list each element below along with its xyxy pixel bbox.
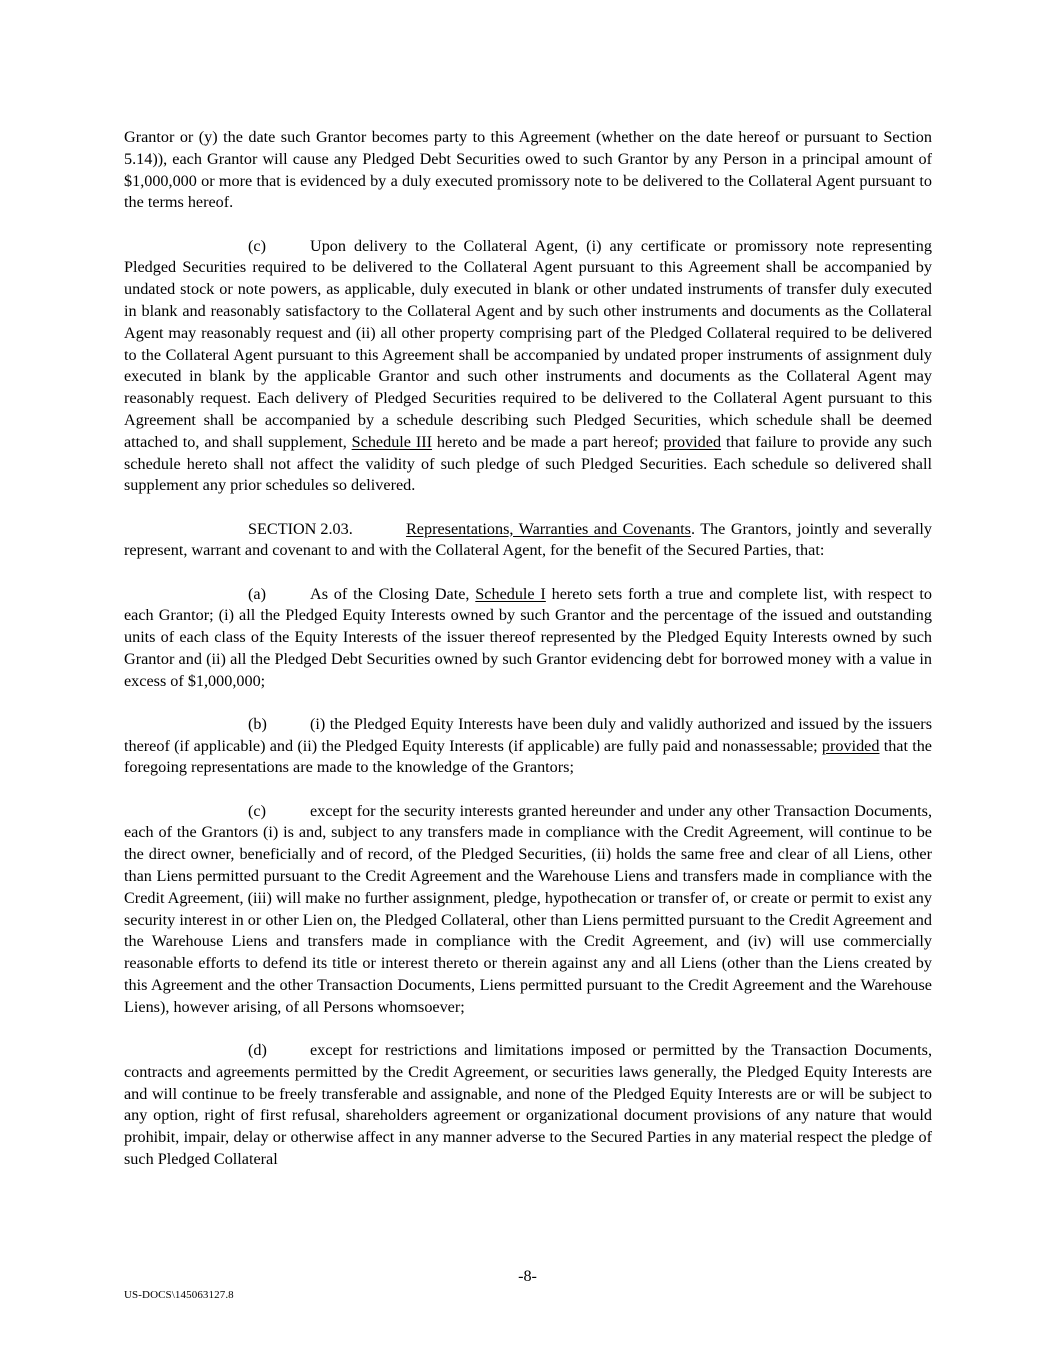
clause-label: (c) <box>248 801 266 820</box>
paragraph-text: . The Grantors, jointly and severally represent, warrant and covenant to and with the Collateral Agent, for the benefit of the Secured Parties, that: <box>124 519 932 560</box>
section-number: SECTION 2.03. <box>248 519 353 538</box>
paragraph-2-03-a <box>124 584 932 693</box>
paragraph-2-03-b <box>124 714 932 779</box>
page-number: -8- <box>518 1267 537 1285</box>
clause-label: (b) <box>248 714 267 733</box>
paragraph-2-03-c <box>124 801 932 1019</box>
paragraph-text: that the foregoing representations are made to the knowledge of the Grantors; <box>124 736 932 777</box>
schedule-iii-reference: Schedule III <box>351 432 433 451</box>
paragraph-2-02-c <box>124 236 932 498</box>
paragraph-text: that failure to provide any such schedule hereto shall not affect the validity of such pledge of such Pledged Securities. Each schedule so delivered shall supplement any prior schedules so delivered. <box>124 432 932 495</box>
provided-term: provided <box>821 736 880 755</box>
paragraph-text: (i) the Pledged Equity Interests have been duly and validly authorized and issued by the issuers thereof (if applicable) and (ii) the Pledged Equity Interests (if applicable) are fully paid and nonassessable; <box>124 714 932 755</box>
clause-label: (d) <box>248 1041 267 1060</box>
paragraph-text: except for restrictions and limitations imposed or permitted by the Transaction Documents, contracts and agreements permitted by the Credit Agreement, or securities laws generally, the Pledged Equity Interests are and will continue to be freely transferable and assignable, and none of the Pledged Equity Interests are or will be subject to any option, right of first refusal, shareholders agreement or organizational document provisions of any nature that would prohibit, impair, delay or otherwise affect in any manner adverse to the Secured Parties in any material respect the pledge of such Pledged Collateral <box>124 1041 932 1169</box>
provided-term: provided <box>663 432 722 451</box>
paragraph-text: As of the Closing Date, <box>310 584 476 603</box>
schedule-i-reference: Schedule I <box>475 584 546 603</box>
clause-label: (c) <box>248 236 266 255</box>
section-heading: Representations, Warranties and Covenants <box>406 519 691 538</box>
paragraph-text: except for the security interests granted hereunder and under any other Transaction Documents, each of the Grantors (i) is and, subject to any transfers made in compliance with the Credit Agreement, will continue to be the direct owner, beneficially and of record, of the Pledged Securities, (ii) holds the same free and clear of all Liens, other than Liens permitted pursuant to the Credit Agreement and the Warehouse Liens and transfers made in compliance with the Credit Agreement, (iii) will make no further assignment, pledge, hypothecation or transfer of, or create or permit to exist any security interest in or other Lien on, the Pledged Collateral, other than Liens permitted pursuant to the Credit Agreement and the Warehouse Liens and transfers made in compliance with the Credit Agreement, and (iv) will use commercially reasonable efforts to defend its title or interest thereto or therein against any and all Liens (other than the Liens created by this Agreement and the other Transaction Documents, Liens permitted pursuant to the Credit Agreement and the Warehouse Liens), however arising, of all Persons whomsoever; <box>124 801 932 1016</box>
paragraph-continuation <box>124 127 932 214</box>
clause-label: (a) <box>248 584 266 603</box>
document-body <box>124 127 932 1171</box>
section-2-03-heading-paragraph <box>124 519 932 563</box>
document-id: US-DOCS\145063127.8 <box>124 1289 234 1301</box>
paragraph-text: Upon delivery to the Collateral Agent, (i) any certificate or promissory note representing Pledged Securities required to be delivered to the Collateral Agent pursuant to this Agreement shall be accompanied by undated stock or note powers, as applicable, duly executed in blank or other undated instruments of transfer duly executed in blank and reasonably satisfactory to the Collateral Agent and by such other instruments and documents as the Collateral Agent may reasonably request and (ii) all other property comprising part of the Pledged Collateral required to be delivered to the Collateral Agent pursuant to this Agreement shall be accompanied by undated proper instruments of assignment duly executed in blank by the applicable Grantor and such other instruments and documents as the Collateral Agent may reasonably request. Each delivery of Pledged Securities required to be delivered to the Collateral Agent pursuant to this Agreement shall be accompanied by a schedule describing such Pledged Securities, which schedule shall be deemed attached to, and shall supplement, <box>124 236 932 451</box>
paragraph-text: Grantor or (y) the date such Grantor becomes party to this Agreement (whether on the date hereof or pursuant to Section 5.14)), each Grantor will cause any Pledged Debt Securities owed to such Grantor by any Person in a principal amount of $1,000,000 or more that is evidenced by a duly executed promissory note to be delivered to the Collateral Agent pursuant to the terms hereof. <box>124 128 932 212</box>
paragraph-2-03-d <box>124 1040 932 1171</box>
paragraph-text: hereto and be made a part hereof; <box>432 432 664 451</box>
paragraph-text: hereto sets forth a true and complete list, with respect to each Grantor; (i) all the Pledged Equity Interests owned by such Grantor and the percentage of the issued and outstanding units of each class of the Equity Interests of the issuer thereof represented by the Pledged Equity Interests owned by such Grantor and (ii) all the Pledged Debt Securities owned by such Grantor evidencing debt for borrowed money with a value in excess of $1,000,000; <box>124 584 933 690</box>
